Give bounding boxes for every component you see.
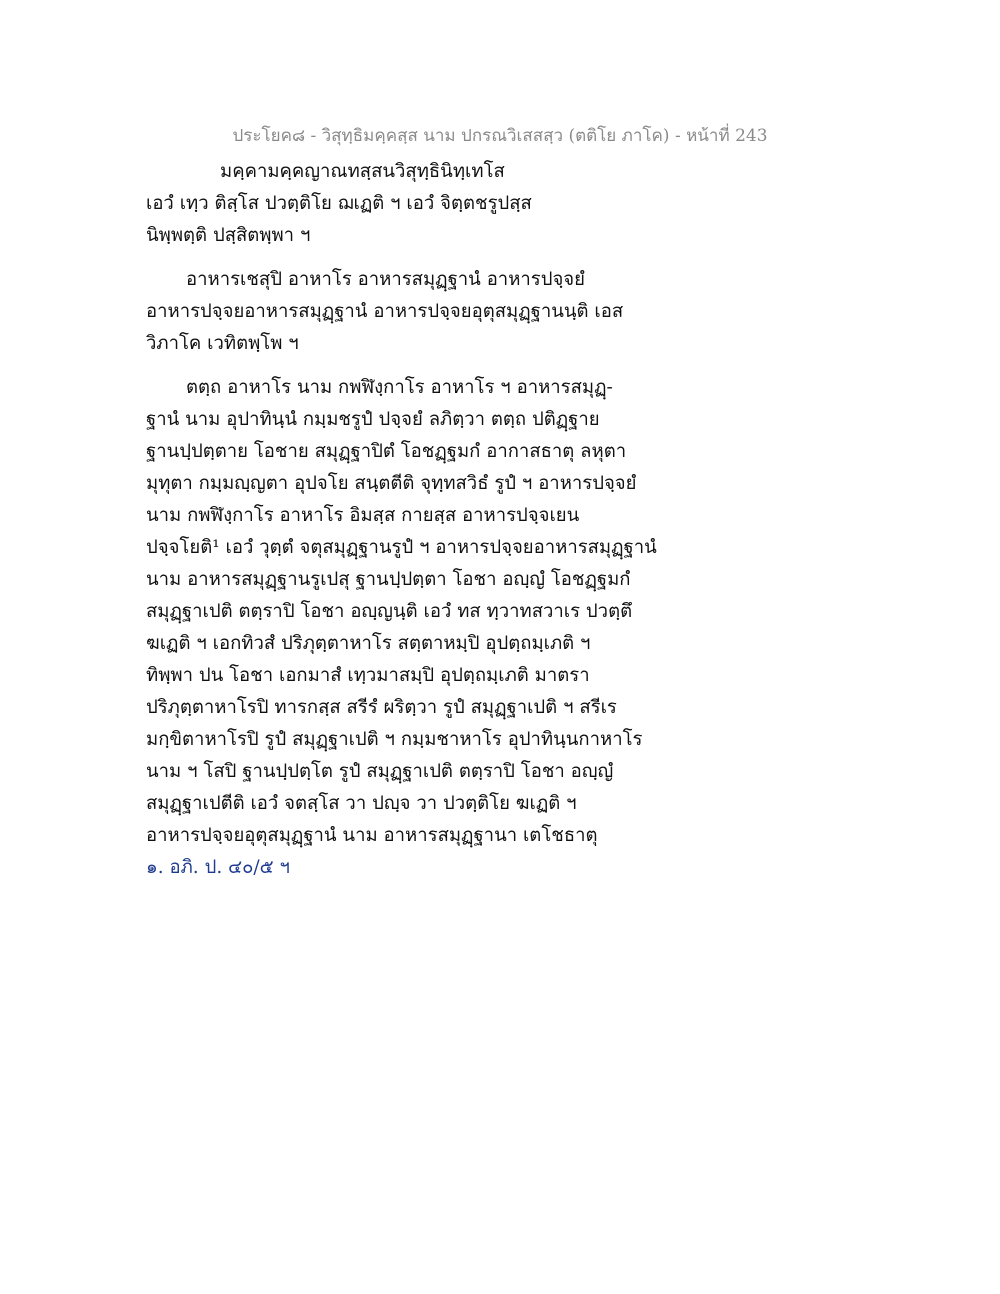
text-line: อาหารปจฺจยอุตุสมุฏฺฐานํ นาม อาหารสมุฏฺฐานา เตโชธาตุ: [146, 825, 598, 846]
paragraph-3: [146, 372, 686, 852]
paragraph-2: [146, 264, 686, 360]
text-line: ทิพฺพา ปน โอชา เอกมาสํ เทฺวมาสมฺปิ อุปตฺถมฺเภติ มาตรา: [146, 665, 590, 686]
text-line: นาม ฯ โสปิ ฐานปฺปตฺโต รูปํ สมุฏฺฐาเปติ ตตฺราปิ โอชา อญฺญํ: [146, 761, 614, 782]
text-line: ฆเฏติ ฯ เอกทิวสํ ปริภุตฺตาหาโร สตฺตาหมฺปิ อุปตฺถมฺเภติ ฯ: [146, 633, 591, 654]
text-line: อาหารปจฺจยอาหารสมุฏฺฐานํ อาหารปจฺจยอุตุสมุฏฺฐานนฺติ เอส: [146, 301, 624, 322]
footnote: ๑. อภิ. ป. ๔๐/๕ ฯ: [146, 857, 290, 878]
text-line: มกฺขิตาหาโรปิ รูปํ สมุฏฺฐาเปติ ฯ กมฺมชาหาโร อุปาทินฺนกาหาโร: [146, 729, 643, 750]
text-line: สมุฏฺฐาเปตีติ เอวํ จตสฺโส วา ปญฺจ วา ปวตฺติโย ฆเฏติ ฯ: [146, 793, 577, 814]
text-line: ฐานปฺปตฺตาย โอชาย สมุฏฺฐาปิตํ โอชฏฺฐมกํ อากาสธาตุ ลหุตา: [146, 441, 627, 462]
text-line: นิพฺพตฺติ ปสฺสิตพฺพา ฯ: [146, 225, 311, 246]
text-line: มุทุตา กมฺมญฺญตา อุปจโย สนฺตตีติ จุทฺทสวิธํ รูปํ ฯ อาหารปจฺจยํ: [146, 473, 637, 494]
page-content: [146, 156, 686, 884]
text-line: นาม กพฬิงฺกาโร อาหาโร อิมสฺส กายสฺส อาหารปจฺจเยน: [146, 505, 580, 526]
section-subtitle: มคฺคามคฺคญาณทสฺสนวิสุทฺธินิทฺเทโส: [220, 161, 505, 182]
text-line: ปริภุตฺตาหาโรปิ ทารกสฺส สรีรํ ผริตฺวา รูปํ สมุฏฺฐาเปติ ฯ สรีเร: [146, 697, 617, 718]
text-line: อาหารเชสุปิ อาหาโร อาหารสมุฏฺฐานํ อาหารปจฺจยํ: [186, 269, 585, 290]
text-line: วิภาโค เวทิตพฺโพ ฯ: [146, 333, 299, 354]
page-header: ประโยค๘ - วิสุทฺธิมคฺคสฺส นาม ปกรณวิเสสสฺว (ตติโย ภาโค) - หน้าที่ 243: [232, 126, 768, 146]
paragraph-1: [146, 188, 686, 252]
text-line: เอวํ เทฺว ติสฺโส ปวตฺติโย ฌเฏติ ฯ เอวํ จิตฺตชรูปสฺส: [146, 193, 532, 214]
text-line: ปจฺจโยติ¹ เอวํ วุตฺตํ จตุสมุฏฺฐานรูปํ ฯ อาหารปจฺจยอาหารสมุฏฺฐานํ: [146, 537, 657, 558]
text-line: ฐานํ นาม อุปาทินฺนํ กมฺมชรูปํ ปจฺจยํ ลภิตฺวา ตตฺถ ปติฏฺฐาย: [146, 409, 600, 430]
text-line: ตตฺถ อาหาโร นาม กพฬิงฺกาโร อาหาโร ฯ อาหารสมุฏฺ-: [186, 377, 613, 398]
text-line: สมุฏฺฐาเปติ ตตฺราปิ โอชา อญฺญนฺติ เอวํ ทส ทฺวาทสวาเร ปวตฺตึ: [146, 601, 633, 622]
text-line: นาม อาหารสมุฏฺฐานรูเปสุ ฐานปฺปตฺตา โอชา อญฺญํ โอชฏฺฐมกํ: [146, 569, 631, 590]
